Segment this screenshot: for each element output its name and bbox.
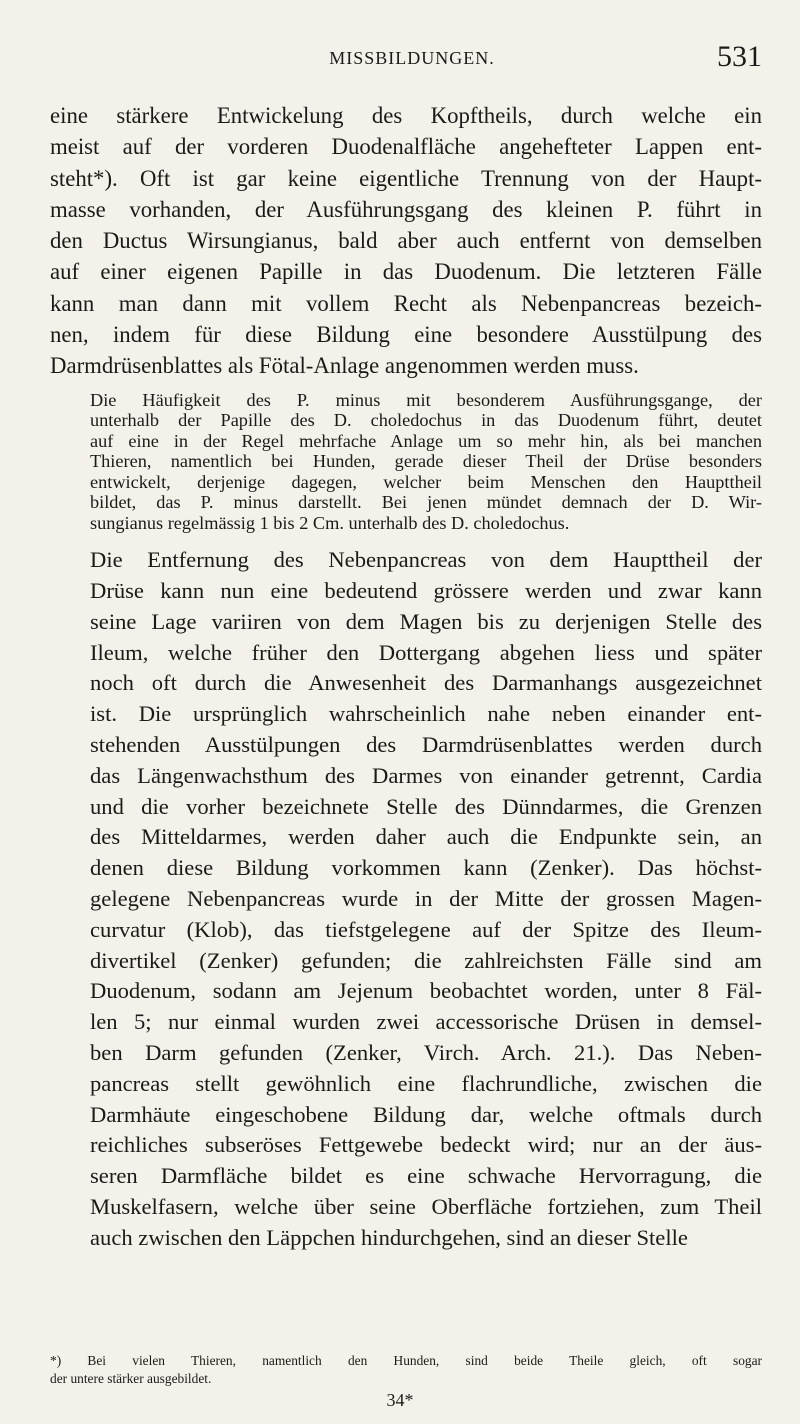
text-line: auf einer eigenen Papille in das Duodenum. Die letzteren Fälle	[50, 259, 762, 285]
text-line: len 5; nur einmal wurden zwei accessorische Drüsen in demsel-	[90, 1009, 762, 1035]
body-text	[50, 100, 762, 1254]
footnote-line: *) Bei vielen Thieren, namentlich den Hunden, sind beide Theile gleich, oft sogar	[50, 1353, 762, 1368]
text-line: nen, indem für diese Bildung eine besondere Ausstülpung des	[50, 322, 762, 348]
text-line: Muskelfasern, welche über seine Oberfläche fortziehen, zum Theil	[90, 1193, 762, 1219]
text-line: den Ductus Wirsungianus, bald aber auch entfernt von demselben	[50, 228, 762, 254]
paragraph-3	[50, 545, 762, 1253]
page-number: 531	[717, 40, 762, 73]
text-line: seren Darmfläche bildet es eine schwache Hervorragung, die	[90, 1163, 762, 1189]
running-title: MISSBILDUNGEN.	[329, 48, 495, 68]
paragraph-2-small-print	[50, 390, 762, 534]
text-line: Die Entfernung des Nebenpancreas von dem Haupttheil der	[90, 547, 762, 573]
text-line: seine Lage variiren von dem Magen bis zu derjenigen Stelle des	[90, 608, 762, 634]
text-line: denen diese Bildung vorkommen kann (Zenker). Das höchst-	[90, 855, 762, 881]
text-line: sungianus regelmässig 1 bis 2 Cm. unterhalb des D. choledochus.	[90, 512, 570, 533]
paragraph-1	[50, 100, 762, 382]
text-line: auch zwischen den Läppchen hindurchgehen, sind an dieser Stelle	[90, 1224, 688, 1250]
page-header	[62, 34, 762, 84]
text-line: Darmhäute eingeschobene Bildung dar, welche oftmals durch	[90, 1101, 762, 1127]
footnote	[50, 1352, 762, 1388]
text-line: bildet, das P. minus darstellt. Bei jenen mündet demnach der D. Wir-	[90, 492, 762, 513]
text-line: des Mitteldarmes, werden daher auch die Endpunkte sein, an	[90, 824, 762, 850]
text-line: noch oft durch die Anwesenheit des Darmanhangs ausgezeichnet	[90, 670, 762, 696]
text-line: Ileum, welche früher den Dottergang abgehen liess und später	[90, 639, 762, 665]
text-line: meist auf der vorderen Duodenalfläche angehefteter Lappen ent-	[50, 134, 762, 160]
text-line: ben Darm gefunden (Zenker, Virch. Arch. 21.). Das Neben-	[90, 1039, 762, 1065]
text-line: ist. Die ursprünglich wahrscheinlich nahe neben einander ent-	[90, 701, 762, 727]
text-line: Darmdrüsenblattes als Fötal-Anlage angenommen werden muss.	[50, 353, 639, 379]
text-line: das Längenwachsthum des Darmes von einander getrennt, Cardia	[90, 762, 762, 788]
text-line: steht*). Oft ist gar keine eigentliche Trennung von der Haupt-	[50, 165, 762, 191]
text-line: stehenden Ausstülpungen des Darmdrüsenblattes werden durch	[90, 731, 762, 757]
text-line: kann man dann mit vollem Recht als Nebenpancreas bezeich-	[50, 290, 762, 316]
text-line: und die vorher bezeichnete Stelle des Dünndarmes, die Grenzen	[90, 793, 762, 819]
text-line: divertikel (Zenker) gefunden; die zahlreichsten Fälle sind am	[90, 947, 762, 973]
text-line: Duodenum, sodann am Jejenum beobachtet worden, unter 8 Fäl-	[90, 978, 762, 1004]
text-line: eine stärkere Entwickelung des Kopftheils, durch welche ein	[50, 103, 762, 128]
text-line: auf eine in der Regel mehrfache Anlage um so mehr hin, als bei manchen	[90, 430, 762, 451]
text-line: Drüse kann nun eine bedeutend grössere werden und zwar kann	[90, 577, 762, 603]
text-line: masse vorhanden, der Ausführungsgang des kleinen P. führt in	[50, 196, 762, 222]
text-line: pancreas stellt gewöhnlich eine flachrundliche, zwischen die	[90, 1070, 762, 1096]
text-line: Thieren, namentlich bei Hunden, gerade dieser Theil der Drüse besonders	[90, 451, 762, 472]
text-line: entwickelt, derjenige dagegen, welcher beim Menschen den Haupttheil	[90, 471, 762, 492]
printer-signature: 34*	[386, 1390, 414, 1410]
text-line: gelegene Nebenpancreas wurde in der Mitte der grossen Magen-	[90, 885, 762, 911]
footnote-line: der untere stärker ausgebildet.	[50, 1371, 212, 1386]
text-line: curvatur (Klob), das tiefstgelegene auf der Spitze des Ileum-	[90, 916, 762, 942]
text-line: unterhalb der Papille des D. choledochus in das Duodenum führt, deutet	[90, 410, 762, 431]
text-line: Die Häufigkeit des P. minus mit besonderem Ausführungsgange, der	[90, 389, 762, 410]
text-line: reichliches subseröses Fettgewebe bedeckt wird; nur an der äus-	[90, 1132, 762, 1158]
